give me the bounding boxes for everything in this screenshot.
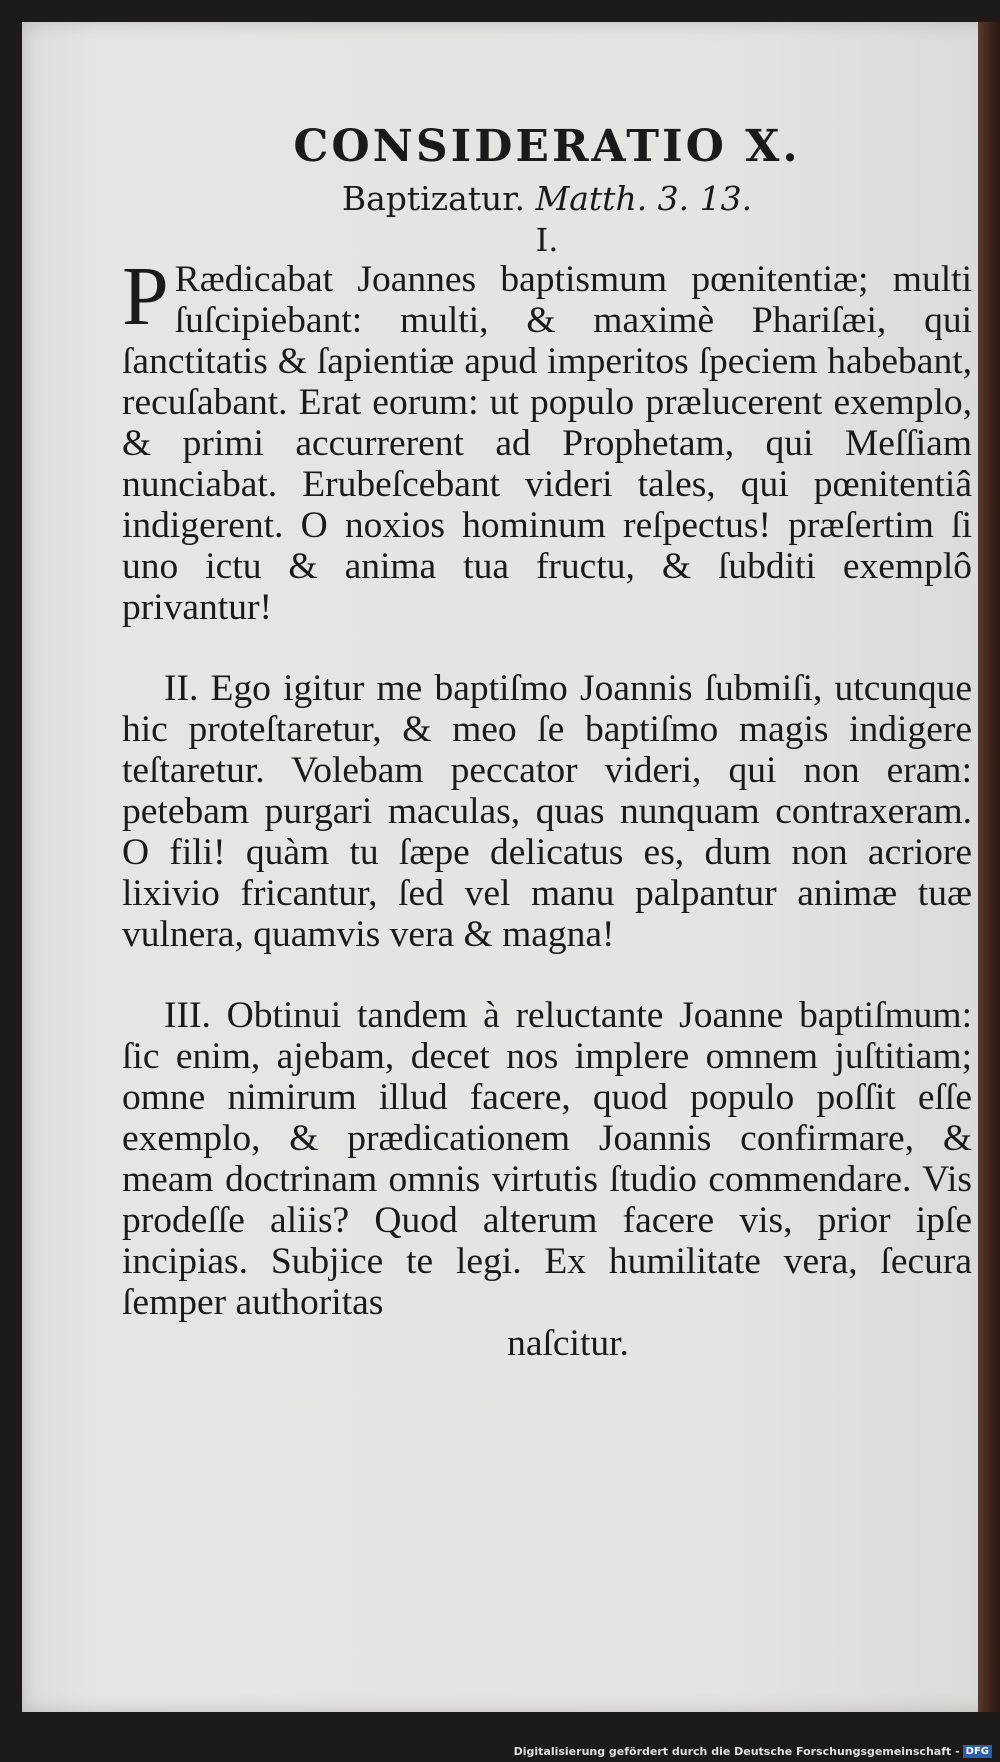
section-numeral: I.	[535, 221, 559, 259]
footer-text: Digitalisierung gefördert durch die Deutsche Forschungsgemeinschaft -	[513, 1745, 960, 1758]
subtitle	[122, 177, 972, 221]
paragraph-1-text: Rædicabat Joannes baptismum pœnitentiæ; multi ſuſcipiebant: multi, & maximè Phariſæi, qui ſanctitatis & ſapientiæ apud imperitos ſpeciem habebant, recuſabant. Erat eorum: ut populo prælucerent exemplo, & primi accurrerent ad Prophetam, qui Meſſiam nunciabat. Erubeſcebant videri tales, qui pœnitentiâ indigerent. O noxios hominum reſpectus! præſertim ſi uno ictu & anima tua fructu, & ſubditi exemplô privantur!	[122, 259, 972, 628]
scripture-reference: Matth. 3. 13.	[535, 179, 753, 218]
digitization-footer	[514, 1745, 992, 1758]
subtitle-text: Baptizatur.	[341, 179, 525, 218]
book-page	[22, 22, 994, 1712]
book-edge	[978, 22, 1000, 1712]
paragraph-2: II. Ego igitur me baptiſmo Joannis ſubmiſi, utcunque hic proteſtaretur, & meo ſe baptiſmo magis indigere teſtaretur. Volebam peccator videri, qui non eram: petebam purgari maculas, quas nunquam contraxeram. O fili! quàm tu ſæpe delicatus es, dum non acriore lixivio fricantur, ſed vel manu palpantur animæ tuæ vulnera, quamvis vera & magna!	[122, 668, 972, 955]
paragraph-3	[122, 995, 972, 1364]
paragraph-3-tail: naſcitur.	[507, 1323, 629, 1364]
page-title: CONSIDERATIO X.	[293, 121, 801, 172]
paragraph-1	[122, 250, 972, 628]
page-content	[122, 117, 972, 1364]
drop-cap: P	[122, 250, 169, 343]
dfg-logo: DFG	[963, 1745, 992, 1758]
paragraph-3-text: III. Obtinui tandem à reluctante Joanne baptiſmum: ſic enim, ajebam, decet nos implere omnem juſtitiam; omne nimirum illud facere, quod populo poſſit eſſe exemplo, & prædicationem Joannis confirmare, & meam doctrinam omnis virtutis ſtudio commendare. Vis prodeſſe aliis? Quod alterum facere vis, prior ipſe incipias. Subjice te legi. Ex humilitate vera, ſecura ſemper authoritas	[122, 995, 972, 1323]
